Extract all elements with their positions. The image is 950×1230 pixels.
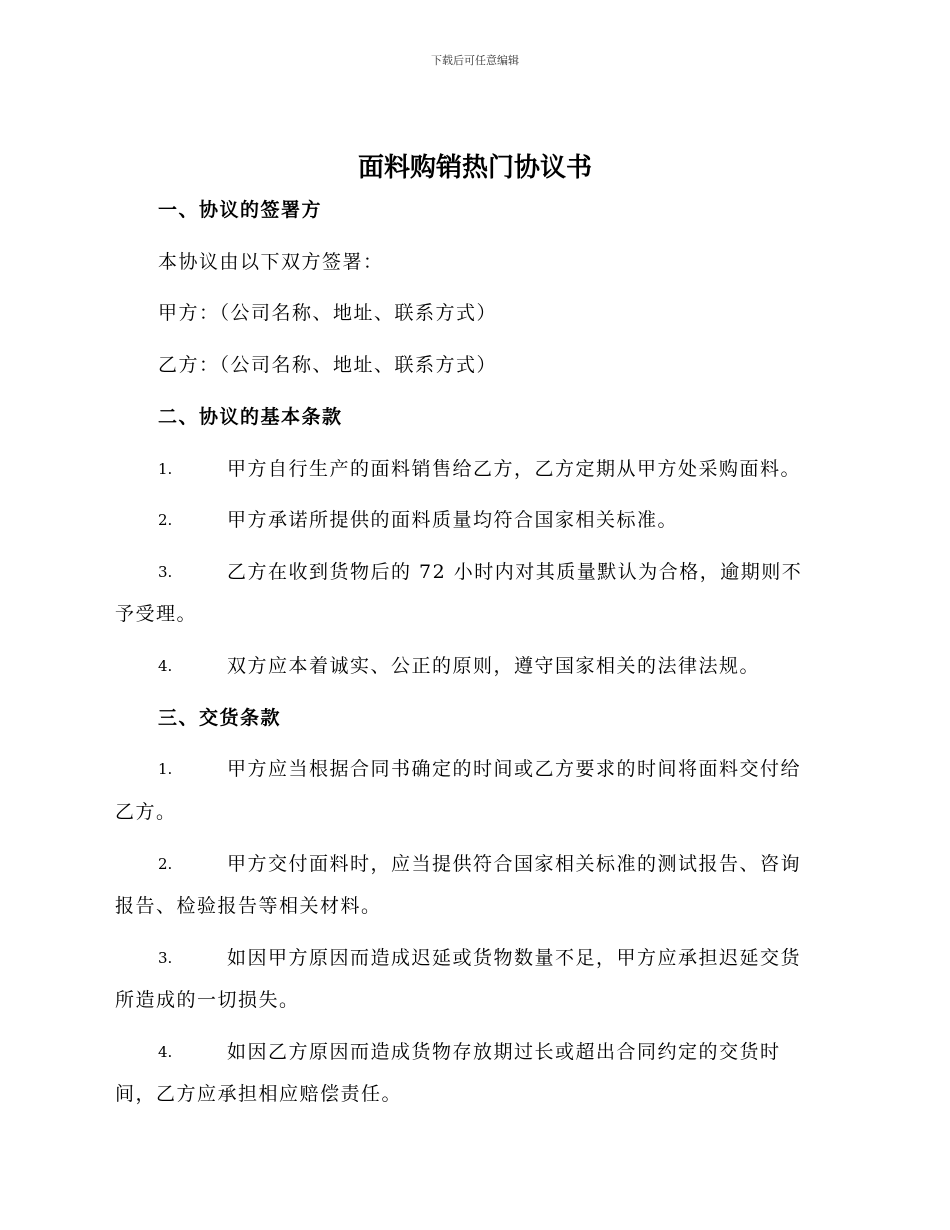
item-text: 如因乙方原因而造成货物存放期过长或超出合同约定的交货时 <box>227 1041 781 1063</box>
section3-heading: 三、交货条款 <box>158 707 282 729</box>
item-text: 甲方交付面料时，应当提供符合国家相关标准的测试报告、咨询 <box>227 853 802 875</box>
item-text: 双方应本着诚实、公正的原则，遵守国家相关的法律法规。 <box>227 655 761 677</box>
party-b-line: 乙方：（公司名称、地址、联系方式） <box>158 354 498 376</box>
party-a-line: 甲方：（公司名称、地址、联系方式） <box>158 302 498 324</box>
item-text: 甲方自行生产的面料销售给乙方，乙方定期从甲方处采购面料。 <box>227 458 802 480</box>
item-number: 3. <box>158 949 173 967</box>
item-number: 4. <box>158 657 173 675</box>
item-text-continued: 乙方。 <box>115 801 177 823</box>
item-number: 2. <box>158 855 173 873</box>
item-number: 4. <box>158 1043 173 1061</box>
item-text-continued: 所造成的一切损失。 <box>115 989 300 1011</box>
item-text-continued: 间，乙方应承担相应赔偿责任。 <box>115 1083 403 1105</box>
item-text: 如因甲方原因而造成迟延或货物数量不足，甲方应承担迟延交货 <box>227 947 802 969</box>
item-text-continued: 报告、检验报告等相关材料。 <box>115 895 382 917</box>
header-note: 下载后可任意编辑 <box>431 54 519 67</box>
document-title: 面料购销热门协议书 <box>357 153 592 183</box>
item-number: 3. <box>158 563 173 581</box>
section1-intro: 本协议由以下双方签署： <box>158 251 384 273</box>
section1-heading: 一、协议的签署方 <box>158 199 323 221</box>
item-text-continued: 予受理。 <box>115 603 198 625</box>
item-text: 甲方应当根据合同书确定的时间或乙方要求的时间将面料交付给 <box>227 758 802 780</box>
item-number: 2. <box>158 511 173 529</box>
item-text: 乙方在收到货物后的 72 小时内对其质量默认为合格，逾期则不 <box>227 561 803 583</box>
item-number: 1. <box>158 760 173 778</box>
item-text: 甲方承诺所提供的面料质量均符合国家相关标准。 <box>227 509 679 531</box>
section2-heading: 二、协议的基本条款 <box>158 406 343 428</box>
item-number: 1. <box>158 460 173 478</box>
